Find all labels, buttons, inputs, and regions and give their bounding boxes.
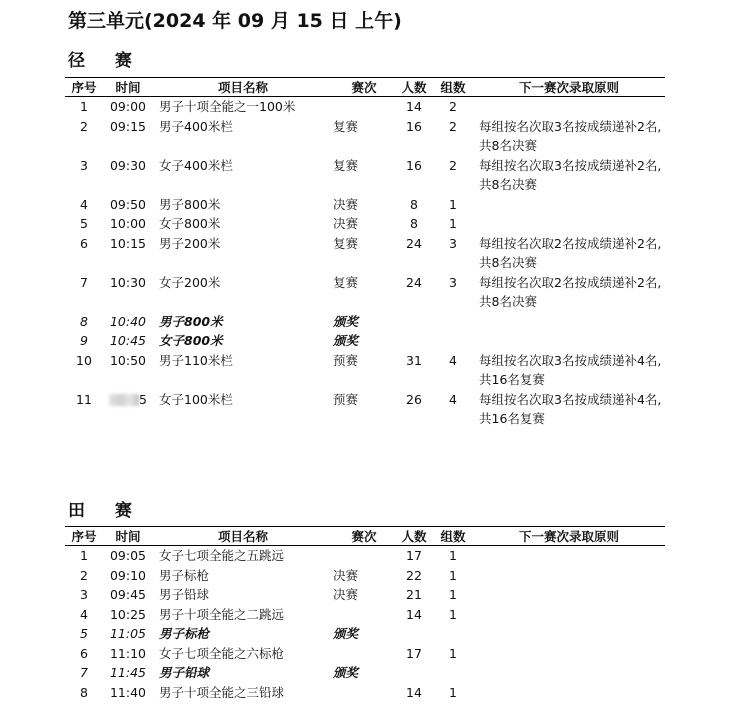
row-time: 10:25 <box>109 606 147 622</box>
table-row <box>65 312 665 332</box>
row-count <box>395 663 433 683</box>
table-row <box>65 273 665 312</box>
row-advance-rule <box>473 195 665 215</box>
row-time <box>103 390 153 429</box>
row-advance-rule <box>473 312 665 332</box>
row-round <box>333 605 395 625</box>
row-groups: 1 <box>449 196 457 212</box>
row-round <box>333 546 395 566</box>
table-row <box>65 351 665 390</box>
table-row <box>65 117 665 156</box>
row-event-name: 男子十项全能之三铅球 <box>159 684 285 700</box>
col-header-round: 赛次 <box>333 527 395 546</box>
row-time: 11:45 <box>109 665 147 680</box>
row-event-name: 女子七项全能之六标枪 <box>159 645 285 661</box>
row-groups: 2 <box>449 118 457 134</box>
row-groups: 1 <box>449 645 457 661</box>
row-advance-rule <box>473 546 665 566</box>
row-time: 11:40 <box>109 684 147 700</box>
row-time-partial: 5 <box>139 391 147 407</box>
row-round: 颁奖 <box>333 313 359 329</box>
row-count: 21 <box>406 587 422 602</box>
table-row <box>65 214 665 234</box>
row-time: 09:30 <box>109 157 147 173</box>
row-advance-rule: 每组按名次取3名按成绩递补4名,共16名复赛 <box>479 352 662 387</box>
row-number: 2 <box>80 567 88 583</box>
row-event-name: 女子400米栏 <box>159 157 233 173</box>
track-header-row <box>65 78 665 97</box>
row-number: 5 <box>80 626 88 641</box>
row-groups: 1 <box>449 684 457 700</box>
row-round: 复赛 <box>333 118 359 134</box>
row-advance-rule: 每组按名次取2名按成绩递补2名,共8名决赛 <box>479 235 662 270</box>
col-header-time: 时间 <box>103 78 153 97</box>
row-number: 1 <box>80 99 88 114</box>
row-count: 16 <box>406 157 422 173</box>
row-count: 14 <box>406 684 422 700</box>
row-advance-rule <box>473 624 665 644</box>
row-advance-rule <box>473 97 665 117</box>
row-groups: 1 <box>449 567 457 583</box>
row-count: 14 <box>406 606 422 622</box>
field-schedule-table <box>65 526 665 702</box>
row-advance-rule <box>473 585 665 605</box>
row-round: 决赛 <box>333 216 359 231</box>
col-header-event: 项目名称 <box>153 527 333 546</box>
row-round <box>333 97 395 117</box>
row-round <box>333 644 395 664</box>
row-groups: 1 <box>449 216 457 231</box>
row-event-name: 男子110米栏 <box>159 352 233 368</box>
row-event-name: 女子800米 <box>159 216 221 231</box>
row-number: 6 <box>80 645 88 661</box>
col-header-count: 人数 <box>395 527 433 546</box>
row-event-name: 男子800米 <box>159 196 221 212</box>
row-number: 7 <box>80 274 88 290</box>
table-row <box>65 683 665 703</box>
row-count: 8 <box>410 196 418 212</box>
row-time: 10:40 <box>109 313 147 329</box>
row-number: 10 <box>76 352 92 368</box>
col-header-no: 序号 <box>65 527 103 546</box>
row-count <box>395 624 433 644</box>
row-event-name: 男子800米 <box>159 313 223 329</box>
row-advance-rule <box>473 683 665 703</box>
col-header-count: 人数 <box>395 78 433 97</box>
col-header-rule: 下一赛次录取原则 <box>473 78 665 97</box>
row-event-name: 男子标枪 <box>159 567 210 583</box>
row-count: 24 <box>406 274 422 290</box>
row-advance-rule <box>473 644 665 664</box>
row-time: 11:05 <box>109 626 147 641</box>
table-row <box>65 585 665 605</box>
row-advance-rule <box>473 566 665 586</box>
track-schedule-table <box>65 77 665 429</box>
row-groups: 4 <box>449 391 457 407</box>
row-number: 8 <box>80 313 88 329</box>
row-groups: 1 <box>449 606 457 622</box>
col-header-round: 赛次 <box>333 78 395 97</box>
field-header-row <box>65 527 665 546</box>
table-row <box>65 644 665 664</box>
row-advance-rule <box>473 331 665 351</box>
row-groups <box>433 331 473 351</box>
row-time: 09:05 <box>109 548 147 563</box>
col-header-no: 序号 <box>65 78 103 97</box>
row-time: 10:50 <box>109 352 147 368</box>
row-event-name: 女子七项全能之五跳远 <box>159 548 285 563</box>
table-row <box>65 624 665 644</box>
row-count <box>395 312 433 332</box>
row-groups: 1 <box>449 548 457 563</box>
field-section-title: 田 赛 <box>68 501 144 521</box>
row-round: 决赛 <box>333 196 359 212</box>
row-event-name: 男子十项全能之一100米 <box>159 99 296 114</box>
row-count: 14 <box>406 99 422 114</box>
row-number: 5 <box>80 216 88 231</box>
row-groups <box>433 663 473 683</box>
table-row <box>65 97 665 117</box>
row-number: 3 <box>80 587 88 602</box>
row-time: 10:15 <box>109 235 147 251</box>
row-count: 16 <box>406 118 422 134</box>
row-round: 复赛 <box>333 157 359 173</box>
row-number: 4 <box>80 196 88 212</box>
row-number: 4 <box>80 606 88 622</box>
row-count: 17 <box>406 645 422 661</box>
row-groups: 2 <box>449 157 457 173</box>
row-advance-rule <box>473 605 665 625</box>
row-advance-rule <box>473 663 665 683</box>
row-event-name: 男子铅球 <box>159 665 210 680</box>
row-count: 24 <box>406 235 422 251</box>
row-groups: 3 <box>449 235 457 251</box>
row-time: 10:30 <box>109 274 147 290</box>
row-groups: 3 <box>449 274 457 290</box>
row-time: 10:45 <box>109 333 147 348</box>
row-time: 09:00 <box>109 99 147 114</box>
row-event-name: 男子标枪 <box>159 626 210 641</box>
table-row <box>65 234 665 273</box>
row-round <box>333 683 395 703</box>
row-count: 17 <box>406 548 422 563</box>
row-time: 09:50 <box>109 196 147 212</box>
row-time: 09:10 <box>109 567 147 583</box>
row-groups: 1 <box>449 587 457 602</box>
row-round: 预赛 <box>333 391 359 407</box>
row-advance-rule: 每组按名次取3名按成绩递补2名,共8名决赛 <box>479 157 662 192</box>
row-count <box>395 331 433 351</box>
page-title: 第三单元(2024 年 09 月 15 日 上午) <box>68 10 402 32</box>
table-row <box>65 566 665 586</box>
row-groups: 4 <box>449 352 457 368</box>
row-round: 复赛 <box>333 274 359 290</box>
col-header-groups: 组数 <box>433 527 473 546</box>
row-number: 8 <box>80 684 88 700</box>
col-header-groups: 组数 <box>433 78 473 97</box>
row-advance-rule: 每组按名次取3名按成绩递补4名,共16名复赛 <box>479 391 662 426</box>
row-round: 颁奖 <box>333 665 359 680</box>
table-row <box>65 390 665 429</box>
table-row <box>65 663 665 683</box>
row-groups <box>433 312 473 332</box>
row-number: 7 <box>80 665 88 680</box>
track-section-title: 径 赛 <box>68 51 144 71</box>
row-count: 22 <box>406 567 422 583</box>
col-header-time: 时间 <box>103 527 153 546</box>
row-number: 9 <box>80 333 88 348</box>
row-round: 颁奖 <box>333 333 359 348</box>
row-count: 26 <box>406 391 422 407</box>
row-event-name: 男子400米栏 <box>159 118 233 134</box>
col-header-event: 项目名称 <box>153 78 333 97</box>
row-advance-rule: 每组按名次取3名按成绩递补2名,共8名决赛 <box>479 118 662 153</box>
row-number: 6 <box>80 235 88 251</box>
row-time: 09:45 <box>109 587 147 602</box>
row-round: 决赛 <box>333 567 359 583</box>
row-groups <box>433 624 473 644</box>
row-advance-rule: 每组按名次取2名按成绩递补2名,共8名决赛 <box>479 274 662 309</box>
row-groups: 2 <box>449 99 457 114</box>
row-count: 8 <box>410 216 418 231</box>
row-event-name: 男子十项全能之二跳远 <box>159 606 285 622</box>
row-number: 1 <box>80 548 88 563</box>
row-number: 2 <box>80 118 88 134</box>
row-time: 10:00 <box>109 216 147 231</box>
row-number: 11 <box>76 391 92 407</box>
row-event-name: 女子800米 <box>159 333 223 348</box>
row-round: 决赛 <box>333 587 359 602</box>
row-number: 3 <box>80 157 88 173</box>
table-row <box>65 195 665 215</box>
redacted-time-blur <box>109 394 139 406</box>
row-count: 31 <box>406 352 422 368</box>
row-round: 预赛 <box>333 352 359 368</box>
col-header-rule: 下一赛次录取原则 <box>473 527 665 546</box>
row-event-name: 男子铅球 <box>159 587 210 602</box>
row-event-name: 男子200米 <box>159 235 221 251</box>
table-row <box>65 331 665 351</box>
row-advance-rule <box>473 214 665 234</box>
row-event-name: 女子200米 <box>159 274 221 290</box>
row-time: 11:10 <box>109 645 147 661</box>
table-row <box>65 546 665 566</box>
table-row <box>65 156 665 195</box>
table-row <box>65 605 665 625</box>
row-round: 颁奖 <box>333 626 359 641</box>
row-time: 09:15 <box>109 118 147 134</box>
row-event-name: 女子100米栏 <box>159 391 233 407</box>
row-round: 复赛 <box>333 235 359 251</box>
